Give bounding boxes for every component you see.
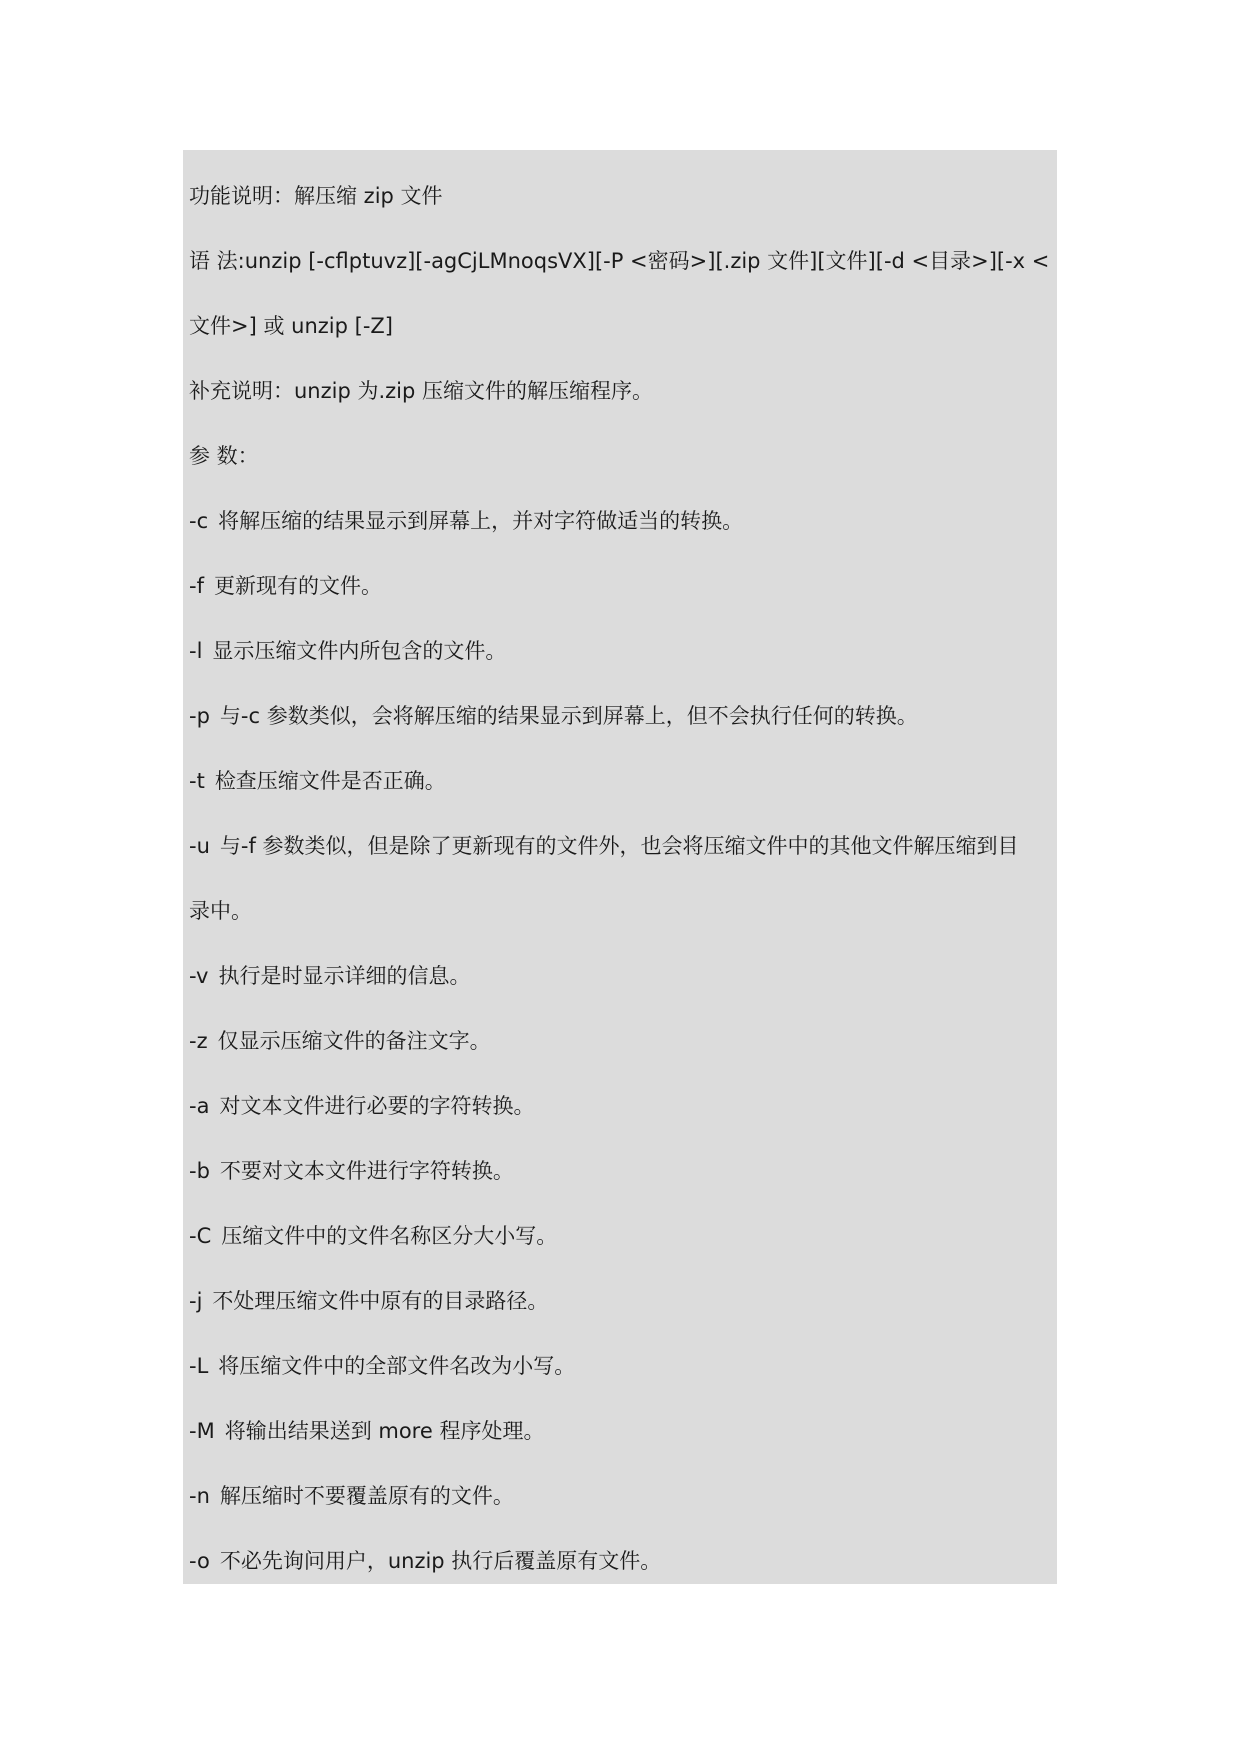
option-flag: -a	[189, 1094, 210, 1118]
option-line-f	[189, 554, 1053, 619]
text-line-params-heading	[189, 424, 1053, 489]
option-flag: -l	[189, 639, 203, 663]
option-desc: 将解压缩的结果显示到屏幕上，并对字符做适当的转换。	[218, 509, 744, 533]
text-line-function	[189, 164, 1053, 229]
option-line-z	[189, 1009, 1053, 1074]
option-line-j	[189, 1269, 1053, 1334]
option-desc: 显示压缩文件内所包含的文件。	[212, 639, 507, 663]
option-desc: 对文本文件进行必要的字符转换。	[219, 1094, 535, 1118]
option-line-C	[189, 1204, 1053, 1269]
option-flag: -M	[189, 1419, 215, 1443]
option-desc: 执行是时显示详细的信息。	[218, 964, 471, 988]
option-flag: -p	[189, 704, 210, 728]
text-line-syntax	[189, 229, 1053, 294]
document-body	[183, 150, 1057, 1584]
option-line-M	[189, 1399, 1053, 1464]
option-desc: 与-f 参数类似，但是除了更新现有的文件外，也会将压缩文件中的其他文件解压缩到目	[219, 834, 1019, 858]
option-desc: 检查压缩文件是否正确。	[214, 769, 446, 793]
option-desc: 与-c 参数类似，会将解压缩的结果显示到屏幕上，但不会执行任何的转换。	[219, 704, 918, 728]
option-line-u-cont	[189, 879, 1053, 944]
option-desc: 仅显示压缩文件的备注文字。	[217, 1029, 491, 1053]
option-line-t	[189, 749, 1053, 814]
option-desc: 解压缩时不要覆盖原有的文件。	[219, 1484, 514, 1508]
line-text: 补充说明：unzip 为.zip 压缩文件的解压缩程序。	[189, 379, 654, 403]
option-line-a	[189, 1074, 1053, 1139]
option-flag: -o	[189, 1549, 210, 1573]
option-desc: 不必先询问用户，unzip 执行后覆盖原有文件。	[219, 1549, 662, 1573]
option-line-v	[189, 944, 1053, 1009]
option-desc: 更新现有的文件。	[213, 574, 382, 598]
option-desc: 将输出结果送到 more 程序处理。	[224, 1419, 545, 1443]
option-flag: -c	[189, 509, 209, 533]
option-desc: 不处理压缩文件中原有的目录路径。	[212, 1289, 549, 1313]
option-desc: 不要对文本文件进行字符转换。	[219, 1159, 514, 1183]
option-line-b	[189, 1139, 1053, 1204]
option-flag: -t	[189, 769, 205, 793]
option-flag: -j	[189, 1289, 203, 1313]
option-line-L	[189, 1334, 1053, 1399]
option-flag: -b	[189, 1159, 210, 1183]
option-desc: 将压缩文件中的全部文件名改为小写。	[218, 1354, 576, 1378]
option-desc: 录中。	[189, 899, 252, 923]
option-flag: -z	[189, 1029, 208, 1053]
line-text: 功能说明：解压缩 zip 文件	[189, 184, 443, 208]
option-desc: 压缩文件中的文件名称区分大小写。	[221, 1224, 558, 1248]
option-flag: -L	[189, 1354, 209, 1378]
line-text: 语 法:unzip [-cflptuvz][-agCjLMnoqsVX][-P <密码>][.zip 文件][文件][-d <目录>][-x <	[189, 249, 1050, 273]
text-line-description	[189, 359, 1053, 424]
line-text: 参 数：	[189, 444, 259, 468]
option-line-l	[189, 619, 1053, 684]
option-line-n	[189, 1464, 1053, 1529]
option-line-o	[189, 1529, 1053, 1594]
option-line-p	[189, 684, 1053, 749]
text-line-syntax-cont	[189, 294, 1053, 359]
option-flag: -C	[189, 1224, 212, 1248]
option-line-c	[189, 489, 1053, 554]
line-text: 文件>] 或 unzip [-Z]	[189, 314, 393, 338]
option-flag: -n	[189, 1484, 210, 1508]
option-flag: -v	[189, 964, 209, 988]
option-flag: -u	[189, 834, 210, 858]
option-line-u	[189, 814, 1053, 879]
option-flag: -f	[189, 574, 204, 598]
